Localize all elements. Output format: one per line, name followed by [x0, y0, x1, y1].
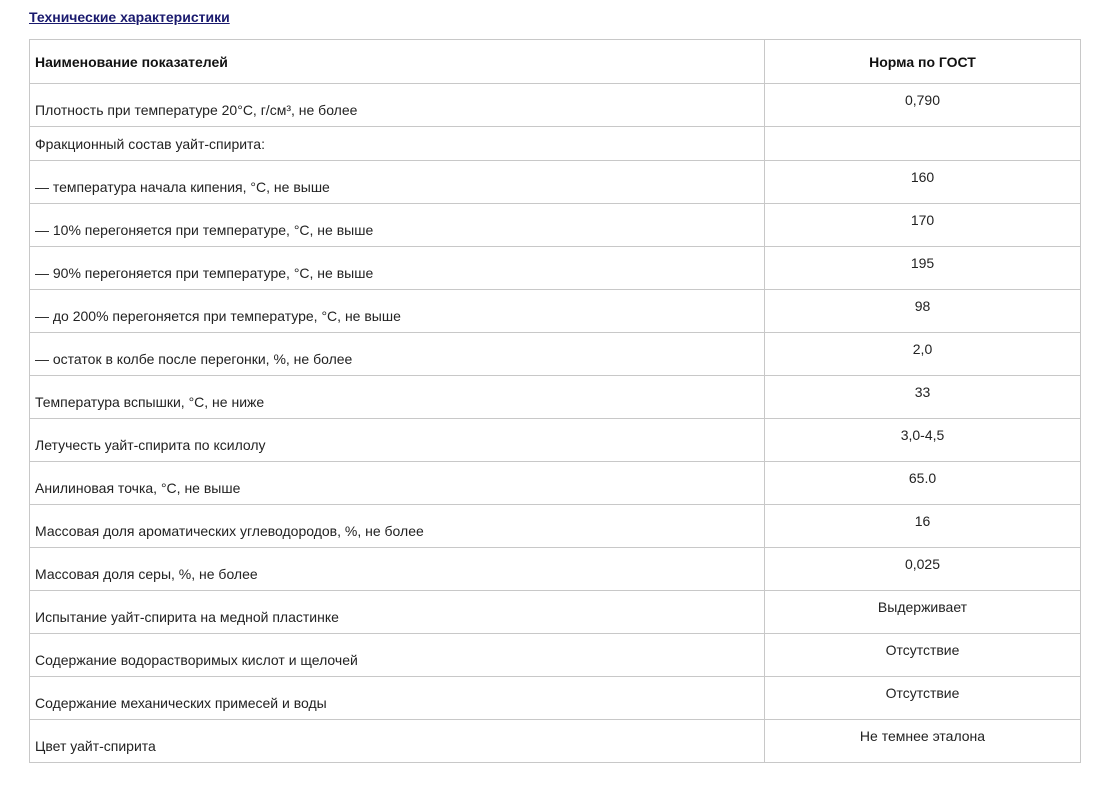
row-gost-norm: 33 — [765, 376, 1081, 419]
table-row — [30, 84, 1081, 127]
row-gost-norm: Выдерживает — [765, 591, 1081, 634]
table-row — [30, 204, 1081, 247]
table-row — [30, 677, 1081, 720]
row-parameter-name: Массовая доля серы, %, не более — [30, 548, 765, 591]
row-parameter-name: Анилиновая точка, °С, не выше — [30, 462, 765, 505]
row-gost-norm: 170 — [765, 204, 1081, 247]
row-parameter-name: Содержание водорастворимых кислот и щелочей — [30, 634, 765, 677]
row-parameter-name: — температура начала кипения, °С, не выше — [30, 161, 765, 204]
row-gost-norm: 195 — [765, 247, 1081, 290]
row-gost-norm: 65.0 — [765, 462, 1081, 505]
table-row — [30, 591, 1081, 634]
row-parameter-name: Плотность при температуре 20°С, г/см³, не более — [30, 84, 765, 127]
row-gost-norm: 3,0-4,5 — [765, 419, 1081, 462]
row-gost-norm: 0,790 — [765, 84, 1081, 127]
row-parameter-name: Температура вспышки, °С, не ниже — [30, 376, 765, 419]
row-gost-norm: Отсутствие — [765, 677, 1081, 720]
table-row — [30, 290, 1081, 333]
row-gost-norm — [765, 127, 1081, 161]
row-gost-norm: Не темнее эталона — [765, 720, 1081, 763]
row-gost-norm: Отсутствие — [765, 634, 1081, 677]
specifications-table — [29, 39, 1081, 763]
table-row — [30, 247, 1081, 290]
row-gost-norm: 98 — [765, 290, 1081, 333]
row-parameter-name: Цвет уайт-спирита — [30, 720, 765, 763]
row-parameter-name: — 90% перегоняется при температуре, °С, не выше — [30, 247, 765, 290]
section-title-link[interactable]: Технические характеристики — [29, 9, 230, 25]
row-gost-norm: 0,025 — [765, 548, 1081, 591]
table-row — [30, 419, 1081, 462]
header-gost-norm: Норма по ГОСТ — [765, 40, 1081, 84]
row-parameter-name: — до 200% перегоняется при температуре, °С, не выше — [30, 290, 765, 333]
table-row — [30, 462, 1081, 505]
row-parameter-name: Массовая доля ароматических углеводородов, %, не более — [30, 505, 765, 548]
table-row — [30, 548, 1081, 591]
table-row — [30, 161, 1081, 204]
row-gost-norm: 160 — [765, 161, 1081, 204]
row-parameter-name: Фракционный состав уайт-спирита: — [30, 127, 765, 161]
header-parameter-name: Наименование показателей — [30, 40, 765, 84]
row-parameter-name: Испытание уайт-спирита на медной пластинке — [30, 591, 765, 634]
table-row — [30, 634, 1081, 677]
row-gost-norm: 16 — [765, 505, 1081, 548]
row-parameter-name: Содержание механических примесей и воды — [30, 677, 765, 720]
table-row — [30, 376, 1081, 419]
row-parameter-name: Летучесть уайт-спирита по ксилолу — [30, 419, 765, 462]
table-row — [30, 333, 1081, 376]
row-parameter-name: — остаток в колбе после перегонки, %, не более — [30, 333, 765, 376]
table-header-row — [30, 40, 1081, 84]
row-parameter-name: — 10% перегоняется при температуре, °С, не выше — [30, 204, 765, 247]
table-row — [30, 505, 1081, 548]
row-gost-norm: 2,0 — [765, 333, 1081, 376]
table-row — [30, 127, 1081, 161]
table-row — [30, 720, 1081, 763]
